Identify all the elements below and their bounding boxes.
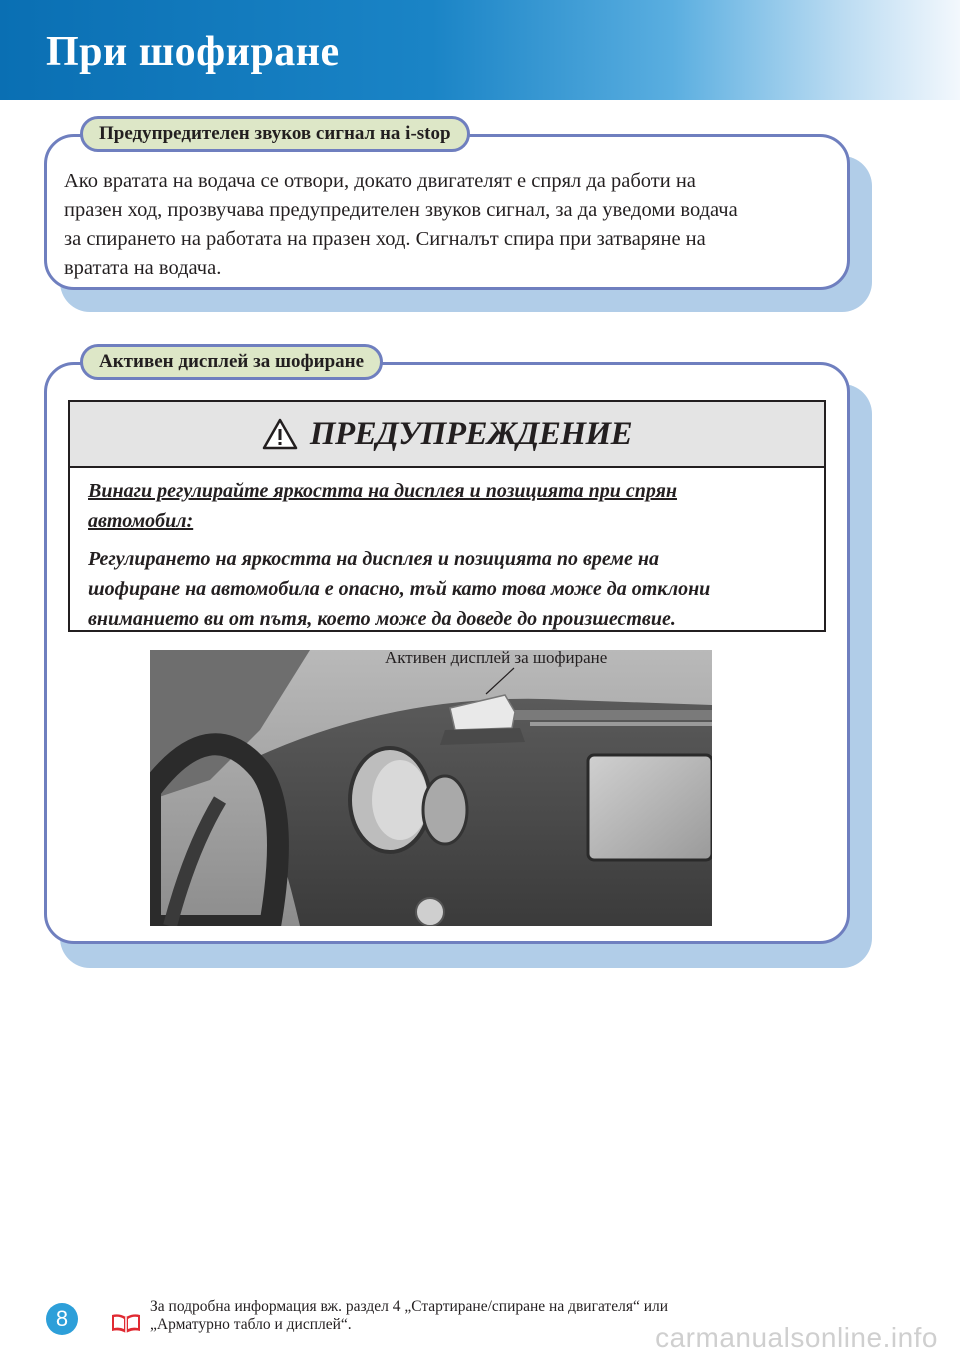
warning-box: [68, 400, 826, 632]
section-display-tab: Активен дисплей за шофиране: [80, 344, 383, 380]
text-line: „Арматурно табло и дисплей“.: [150, 1316, 352, 1333]
footer-reference: [150, 1298, 668, 1334]
callout-leader-line: [480, 666, 520, 696]
warning-lead: [88, 476, 806, 536]
text-line: Винаги регулирайте яркостта на дисплея и позицията при спрян: [88, 480, 678, 502]
text-line: За подробна информация вж. раздел 4 „Стартиране/спиране на двигателя“ или: [150, 1298, 669, 1315]
section-istop-text: [64, 167, 738, 283]
page-title: При шофиране: [46, 29, 340, 75]
text-line: за спирането на работата на празен ход. Сигналът спира при затваряне на: [64, 228, 706, 250]
warning-text: [88, 544, 806, 634]
dashboard-illustration: [150, 650, 712, 926]
text-line: Регулирането на яркостта на дисплея и позицията по време на: [88, 548, 659, 570]
warning-triangle-icon: [262, 418, 298, 450]
page-number-badge: 8: [46, 1303, 78, 1335]
book-icon: [110, 1312, 142, 1334]
warning-body: [70, 468, 824, 634]
page-header: [0, 0, 960, 100]
text-line: вратата на водача.: [64, 257, 222, 279]
section-istop-tab: Предупредителен звуков сигнал на i-stop: [80, 116, 470, 152]
text-line: Ако вратата на водача се отвори, докато двигателят е спрял да работи на: [64, 170, 696, 192]
watermark: carmanualsonline.info: [655, 1322, 938, 1353]
text-line: празен ход, прозвучава предупредителен звуков сигнал, за да уведоми водача: [64, 199, 738, 221]
text-line: автомобил:: [88, 510, 194, 532]
warning-title: ПРЕДУПРЕЖДЕНИЕ: [309, 415, 633, 452]
warning-header: [70, 402, 824, 468]
figure-callout-label: Активен дисплей за шофиране: [385, 648, 608, 667]
text-line: вниманието ви от пътя, което може да доведе до произшествие.: [88, 608, 676, 630]
text-line: шофиране на автомобила е опасно, тъй като това може да отклони: [88, 578, 711, 600]
